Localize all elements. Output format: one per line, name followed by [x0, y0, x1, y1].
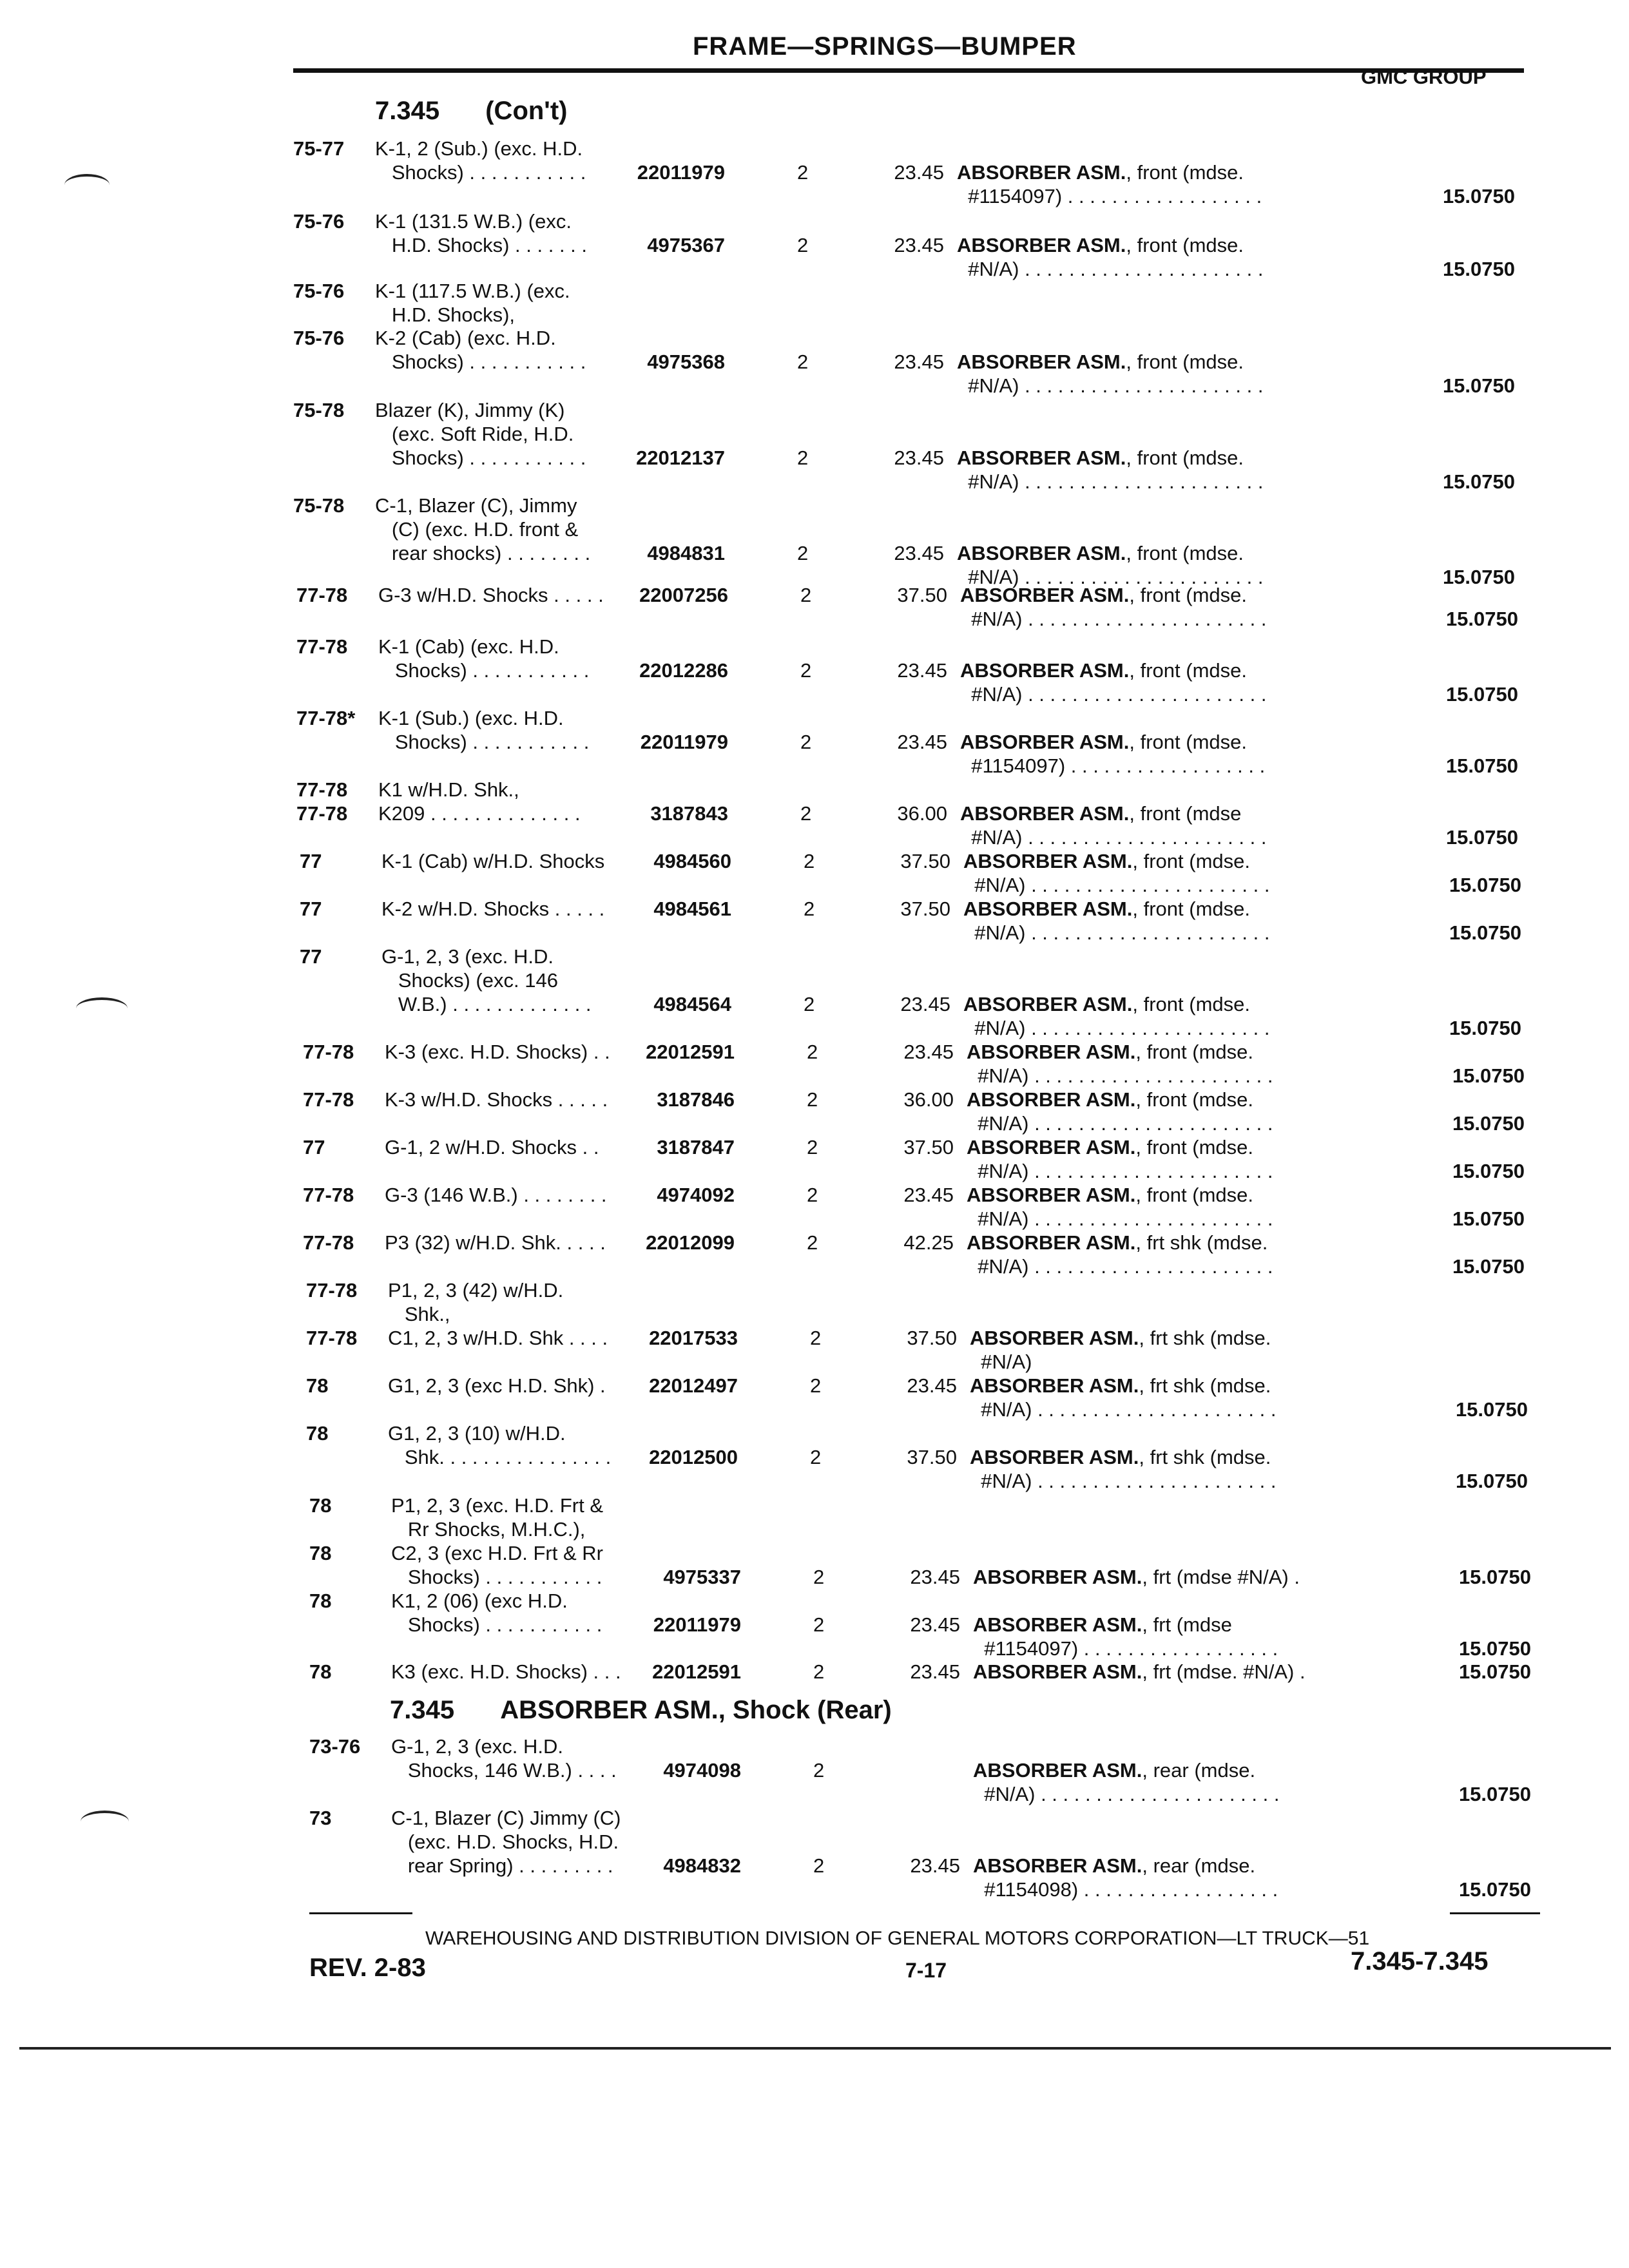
- price: 36.00: [903, 1088, 954, 1111]
- price: 23.45: [894, 351, 944, 373]
- price-code: 15.0750: [1442, 258, 1515, 280]
- vehicle-description: G-3 w/H.D. Shocks . . . . .: [378, 584, 604, 606]
- price-code: 15.0750: [1449, 921, 1521, 944]
- quantity: 2: [813, 1566, 825, 1588]
- section-number: 7.345: [390, 1696, 455, 1724]
- part-number: 4975337: [663, 1566, 741, 1588]
- item-detail: , front (mdse. #1154097) . . . . . . . . . . . . . . . . . .: [968, 161, 1262, 207]
- part-number: 4975368: [647, 351, 725, 373]
- footer-rule-right: [1450, 1912, 1540, 1914]
- item-detail: , frt shk (mdse. #N/A): [981, 1327, 1271, 1373]
- item-description: [957, 233, 1421, 281]
- vehicle-description: K-1 (Sub.) (exc. H.D. Shocks) . . . . . . . . . . .: [378, 707, 590, 753]
- item-name: ABSORBER ASM.: [960, 659, 1130, 682]
- price: 37.50: [897, 584, 947, 606]
- item-name: ABSORBER ASM.: [970, 1446, 1139, 1468]
- vehicle-description: G-3 (146 W.B.) . . . . . . . .: [385, 1184, 607, 1206]
- part-number: 22012500: [649, 1446, 738, 1468]
- year-range: 75-76: [293, 210, 345, 233]
- group-label: GMC GROUP: [1361, 66, 1487, 88]
- part-number: 3187846: [657, 1088, 735, 1111]
- year-range: 77-78: [306, 1279, 358, 1302]
- item-name: ABSORBER ASM.: [973, 1854, 1142, 1877]
- vehicle-description: K-1 (117.5 W.B.) (exc. H.D. Shocks),: [375, 280, 570, 326]
- item-name: ABSORBER ASM.: [960, 802, 1130, 825]
- year-range: 77: [300, 850, 322, 872]
- year-range: 77-78: [303, 1184, 354, 1206]
- part-number: 22012099: [646, 1231, 735, 1254]
- item-detail: , front (mdse. #N/A) . . . . . . . . . . . . . . . . . . . . . .: [974, 993, 1270, 1039]
- item-name: ABSORBER ASM.: [970, 1374, 1139, 1397]
- item-name: ABSORBER ASM.: [967, 1088, 1136, 1111]
- item-description: [967, 1088, 1431, 1135]
- vehicle-description: G-1, 2 w/H.D. Shocks . .: [385, 1136, 599, 1158]
- section-number: 7.345: [375, 97, 440, 125]
- item-detail: , front (mdse. #N/A) . . . . . . . . . . . . . . . . . . . . . .: [971, 659, 1267, 706]
- vehicle-description: K-1 (131.5 W.B.) (exc. H.D. Shocks) . . . . . . .: [375, 210, 588, 256]
- year-range: 77-78: [303, 1041, 354, 1063]
- item-description: [973, 1758, 1437, 1806]
- price: 37.50: [907, 1327, 957, 1349]
- quantity: 2: [800, 802, 812, 825]
- year-range: 75-76: [293, 327, 345, 349]
- price: 37.50: [903, 1136, 954, 1158]
- year-range: 75-78: [293, 494, 345, 517]
- year-range: 73-76: [309, 1735, 361, 1758]
- footer-rule-left: [309, 1912, 412, 1914]
- year-range: 77: [303, 1136, 325, 1158]
- item-description: [967, 1040, 1431, 1088]
- item-description: [973, 1613, 1437, 1660]
- item-name: ABSORBER ASM.: [963, 898, 1133, 920]
- part-number: 22012137: [636, 447, 725, 469]
- vehicle-description: K-1 (Cab) w/H.D. Shocks: [381, 850, 605, 872]
- part-number: 4984560: [653, 850, 731, 872]
- item-detail: , front (mdse. #N/A) . . . . . . . . . . . . . . . . . . . . . .: [978, 1041, 1273, 1087]
- part-number: 22007256: [639, 584, 728, 606]
- item-detail: , front (mdse. #N/A) . . . . . . . . . . . . . . . . . . . . . .: [968, 351, 1264, 397]
- item-detail: , front (mdse. #N/A) . . . . . . . . . . . . . . . . . . . . . .: [968, 234, 1264, 280]
- part-number: 22012591: [646, 1041, 735, 1063]
- price: 23.45: [894, 161, 944, 184]
- item-name: ABSORBER ASM.: [960, 731, 1130, 753]
- price-code: 15.0750: [1449, 1017, 1521, 1039]
- item-name: ABSORBER ASM.: [957, 234, 1126, 256]
- price: 36.00: [897, 802, 947, 825]
- quantity: 2: [810, 1446, 822, 1468]
- price-code: 15.0750: [1445, 826, 1518, 849]
- page-number: 7-17: [905, 1959, 947, 1982]
- price: 23.45: [907, 1374, 957, 1397]
- item-name: ABSORBER ASM.: [957, 351, 1126, 373]
- quantity: 2: [797, 351, 809, 373]
- item-detail: , rear (mdse. #1154098) . . . . . . . . . . . . . . . . . .: [984, 1854, 1278, 1901]
- item-name: ABSORBER ASM.: [973, 1759, 1142, 1782]
- quantity: 2: [807, 1041, 818, 1063]
- price-code: 15.0750: [1455, 1470, 1528, 1492]
- vehicle-description: G-1, 2, 3 (exc. H.D. Shocks) (exc. 146 W.B.) . . . . . . . . . . . . .: [381, 945, 592, 1015]
- year-range: 75-78: [293, 399, 345, 421]
- item-description: [960, 583, 1424, 631]
- part-number: 4974092: [657, 1184, 735, 1206]
- part-number: 22011979: [653, 1613, 741, 1636]
- item-name: ABSORBER ASM.: [960, 584, 1130, 606]
- year-range: 77-78: [306, 1327, 358, 1349]
- item-description: [973, 1660, 1437, 1684]
- item-detail: , front (mdse. #N/A) . . . . . . . . . . . . . . . . . . . . . .: [968, 447, 1264, 493]
- price: 42.25: [903, 1231, 954, 1254]
- price-code: 15.0750: [1458, 1566, 1531, 1588]
- vehicle-description: K-2 w/H.D. Shocks . . . . .: [381, 898, 605, 920]
- quantity: 2: [813, 1613, 825, 1636]
- quantity: 2: [804, 993, 815, 1015]
- section-label: (Con't): [485, 97, 568, 125]
- item-description: [963, 992, 1427, 1040]
- price-code: 15.0750: [1458, 1783, 1531, 1805]
- price: 23.45: [897, 659, 947, 682]
- price: 23.45: [910, 1566, 960, 1588]
- item-detail: , front (mdse. #N/A) . . . . . . . . . . . . . . . . . . . . . .: [971, 584, 1267, 630]
- part-number: 4975367: [647, 234, 725, 256]
- item-description: [967, 1135, 1431, 1183]
- part-number: 22011979: [640, 731, 728, 753]
- section-heading-1: [375, 97, 567, 126]
- vehicle-description: G-1, 2, 3 (exc. H.D. Shocks, 146 W.B.) . . . .: [391, 1735, 617, 1782]
- vehicle-description: G1, 2, 3 (exc H.D. Shk) .: [388, 1374, 606, 1397]
- part-number: 3187843: [650, 802, 728, 825]
- price-code: 15.0750: [1452, 1207, 1525, 1230]
- vehicle-description: C1, 2, 3 w/H.D. Shk . . . .: [388, 1327, 608, 1349]
- price: 37.50: [900, 898, 950, 920]
- item-description: [967, 1231, 1431, 1278]
- item-description: [973, 1854, 1437, 1901]
- item-description: [973, 1565, 1437, 1589]
- vehicle-description: C-1, Blazer (C) Jimmy (C) (exc. H.D. Shocks, H.D. rear Spring) . . . . . . . . .: [391, 1807, 621, 1877]
- price: 23.45: [897, 731, 947, 753]
- year-range: 78: [306, 1422, 329, 1445]
- price: 23.45: [900, 993, 950, 1015]
- price-code: 15.0750: [1445, 683, 1518, 706]
- part-number: 4974098: [663, 1759, 741, 1782]
- item-name: ABSORBER ASM.: [957, 161, 1126, 184]
- quantity: 2: [807, 1184, 818, 1206]
- price: 23.45: [910, 1854, 960, 1877]
- revision-label: REV. 2-83: [309, 1954, 426, 1982]
- item-detail: , front (mdse. #N/A) . . . . . . . . . . . . . . . . . . . . . .: [968, 542, 1264, 588]
- item-detail: , frt shk (mdse. #N/A) . . . . . . . . . . . . . . . . . . . . . .: [978, 1231, 1273, 1278]
- price-code: 15.0750: [1442, 374, 1515, 397]
- item-description: [970, 1326, 1434, 1374]
- item-detail: , front (mdse. #N/A) . . . . . . . . . . . . . . . . . . . . . .: [974, 850, 1270, 896]
- price-code: 15.0750: [1452, 1064, 1525, 1087]
- price: 37.50: [900, 850, 950, 872]
- quantity: 2: [797, 234, 809, 256]
- quantity: 2: [810, 1374, 822, 1397]
- item-detail: , frt (mdse. #N/A) .: [1142, 1660, 1306, 1683]
- year-range: 77-78: [303, 1088, 354, 1111]
- vehicle-description: K-1, 2 (Sub.) (exc. H.D. Shocks) . . . . . . . . . . .: [375, 137, 586, 184]
- year-range: 78: [309, 1494, 332, 1517]
- item-name: ABSORBER ASM.: [957, 447, 1126, 469]
- price-code: 15.0750: [1445, 608, 1518, 630]
- item-name: ABSORBER ASM.: [967, 1041, 1136, 1063]
- price-code: 15.0750: [1458, 1878, 1531, 1901]
- quantity: 2: [800, 659, 812, 682]
- vehicle-description: Blazer (K), Jimmy (K) (exc. Soft Ride, H.D. Shocks) . . . . . . . . . . .: [375, 399, 586, 469]
- price-code: 15.0750: [1452, 1255, 1525, 1278]
- quantity: 2: [813, 1854, 825, 1877]
- item-description: [957, 446, 1421, 494]
- year-range: 78: [309, 1590, 332, 1612]
- item-name: ABSORBER ASM.: [967, 1231, 1136, 1254]
- section-range: 7.345-7.345: [1351, 1947, 1489, 1975]
- year-range: 77-78: [296, 635, 348, 658]
- price: 23.45: [903, 1041, 954, 1063]
- vehicle-description: K-2 (Cab) (exc. H.D. Shocks) . . . . . . . . . . .: [375, 327, 586, 373]
- vehicle-description: P1, 2, 3 (42) w/H.D. Shk.,: [388, 1279, 564, 1325]
- year-range: 77-78: [303, 1231, 354, 1254]
- item-detail: , frt shk (mdse. #N/A) . . . . . . . . . . . . . . . . . . . . . .: [981, 1446, 1277, 1492]
- year-range: 77: [300, 945, 322, 968]
- year-range: 77-78*: [296, 707, 356, 729]
- item-detail: , front (mdse. #N/A) . . . . . . . . . . . . . . . . . . . . . .: [978, 1088, 1273, 1135]
- part-number: 22011979: [637, 161, 725, 184]
- item-name: ABSORBER ASM.: [957, 542, 1126, 564]
- price: 23.45: [894, 542, 944, 564]
- quantity: 2: [810, 1327, 822, 1349]
- year-range: 77: [300, 898, 322, 920]
- page-bottom-rule: [19, 2047, 1611, 2050]
- vehicle-description: P3 (32) w/H.D. Shk. . . . .: [385, 1231, 606, 1254]
- quantity: 2: [800, 731, 812, 753]
- item-description: [960, 802, 1424, 849]
- item-detail: , front (mdse. #N/A) . . . . . . . . . . . . . . . . . . . . . .: [974, 898, 1270, 944]
- price: 23.45: [894, 234, 944, 256]
- section-heading-2: [390, 1696, 892, 1725]
- vehicle-description: K1 w/H.D. Shk., K209 . . . . . . . . . . . . . .: [378, 778, 581, 825]
- year-range: 78: [309, 1542, 332, 1564]
- quantity: 2: [813, 1660, 825, 1683]
- price-code: 15.0750: [1452, 1112, 1525, 1135]
- price: 23.45: [894, 447, 944, 469]
- item-description: [963, 849, 1427, 897]
- vehicle-description: K-3 w/H.D. Shocks . . . . .: [385, 1088, 608, 1111]
- vehicle-description: K-1 (Cab) (exc. H.D. Shocks) . . . . . . . . . . .: [378, 635, 590, 682]
- price-code: 15.0750: [1458, 1660, 1531, 1683]
- item-description: [957, 160, 1421, 208]
- item-description: [957, 350, 1421, 398]
- year-range: 77-78: [296, 584, 348, 606]
- part-number: 22012497: [649, 1374, 738, 1397]
- footer-text: WAREHOUSING AND DISTRIBUTION DIVISION OF GENERAL MOTORS CORPORATION—LT TRUCK—51: [425, 1928, 1370, 1949]
- item-name: ABSORBER ASM.: [973, 1660, 1142, 1683]
- vehicle-description: K1, 2 (06) (exc H.D. Shocks) . . . . . . . . . . .: [391, 1590, 602, 1636]
- price-code: 15.0750: [1449, 874, 1521, 896]
- page-title: FRAME—SPRINGS—BUMPER: [693, 32, 1077, 61]
- binding-mark: [76, 997, 128, 1019]
- item-name: ABSORBER ASM.: [973, 1613, 1142, 1636]
- item-name: ABSORBER ASM.: [963, 993, 1133, 1015]
- item-description: [960, 730, 1424, 778]
- quantity: 2: [800, 584, 812, 606]
- item-name: ABSORBER ASM.: [963, 850, 1133, 872]
- item-detail: , front (mdse. #N/A) . . . . . . . . . . . . . . . . . . . . . .: [978, 1184, 1273, 1230]
- item-description: [970, 1374, 1434, 1421]
- item-description: [960, 658, 1424, 706]
- item-description: [963, 897, 1427, 945]
- quantity: 2: [807, 1231, 818, 1254]
- part-number: 22012591: [652, 1660, 741, 1683]
- part-number: 22017533: [649, 1327, 738, 1349]
- item-detail: , front (mdse. #1154097) . . . . . . . . . . . . . . . . . .: [971, 731, 1266, 777]
- part-number: 4984564: [653, 993, 731, 1015]
- quantity: 2: [807, 1136, 818, 1158]
- item-description: [967, 1183, 1431, 1231]
- price-code: 15.0750: [1445, 754, 1518, 777]
- price-code: 15.0750: [1442, 185, 1515, 207]
- item-name: ABSORBER ASM.: [973, 1566, 1142, 1588]
- quantity: 2: [797, 447, 809, 469]
- binding-mark: [64, 174, 110, 196]
- year-range: 75-76: [293, 280, 345, 302]
- quantity: 2: [804, 898, 815, 920]
- price-code: 15.0750: [1442, 470, 1515, 493]
- year-range: 73: [309, 1807, 332, 1829]
- vehicle-description: G1, 2, 3 (10) w/H.D. Shk. . . . . . . . . . . . . . . .: [388, 1422, 612, 1468]
- item-detail: , front (mdse #N/A) . . . . . . . . . . . . . . . . . . . . . .: [971, 802, 1267, 849]
- vehicle-description: K-3 (exc. H.D. Shocks) . .: [385, 1041, 610, 1063]
- year-range: 78: [306, 1374, 329, 1397]
- quantity: 2: [804, 850, 815, 872]
- year-range: 78: [309, 1660, 332, 1683]
- part-number: 4984561: [653, 898, 731, 920]
- vehicle-description: P1, 2, 3 (exc. H.D. Frt & Rr Shocks, M.H.C.),: [391, 1494, 604, 1541]
- price: 23.45: [910, 1613, 960, 1636]
- item-detail: , frt (mdse #1154097) . . . . . . . . . . . . . . . . . .: [984, 1613, 1278, 1660]
- year-range: 77-78 77-78: [296, 778, 348, 825]
- item-name: ABSORBER ASM.: [967, 1136, 1136, 1158]
- vehicle-description: C-1, Blazer (C), Jimmy (C) (exc. H.D. front & rear shocks) . . . . . . . .: [375, 494, 591, 564]
- year-range: 75-77: [293, 137, 345, 160]
- item-name: ABSORBER ASM.: [970, 1327, 1139, 1349]
- header-rule: [293, 68, 1524, 73]
- section-label: ABSORBER ASM., Shock (Rear): [500, 1696, 892, 1724]
- price: 37.50: [907, 1446, 957, 1468]
- item-detail: , front (mdse. #N/A) . . . . . . . . . . . . . . . . . . . . . .: [978, 1136, 1273, 1182]
- price-code: 15.0750: [1452, 1160, 1525, 1182]
- price: 23.45: [910, 1660, 960, 1683]
- item-name: ABSORBER ASM.: [967, 1184, 1136, 1206]
- quantity: 2: [807, 1088, 818, 1111]
- quantity: 2: [797, 161, 809, 184]
- price-code: 15.0750: [1458, 1637, 1531, 1660]
- part-number: 22012286: [639, 659, 728, 682]
- price: 23.45: [903, 1184, 954, 1206]
- vehicle-description: K3 (exc. H.D. Shocks) . . .: [391, 1660, 621, 1683]
- quantity: 2: [797, 542, 809, 564]
- part-number: 3187847: [657, 1136, 735, 1158]
- part-number: 4984832: [663, 1854, 741, 1877]
- price-code: 15.0750: [1442, 566, 1515, 588]
- item-description: [957, 541, 1421, 589]
- price-code: 15.0750: [1455, 1398, 1528, 1421]
- binding-mark: [81, 1811, 129, 1832]
- part-number: 4984831: [647, 542, 725, 564]
- item-detail: , frt (mdse #N/A) .: [1142, 1566, 1300, 1588]
- item-detail: , rear (mdse. #N/A) . . . . . . . . . . . . . . . . . . . . . .: [984, 1759, 1280, 1805]
- item-description: [970, 1445, 1434, 1493]
- vehicle-description: C2, 3 (exc H.D. Frt & Rr Shocks) . . . . . . . . . . .: [391, 1542, 603, 1588]
- item-detail: , frt shk (mdse. #N/A) . . . . . . . . . . . . . . . . . . . . . .: [981, 1374, 1277, 1421]
- quantity: 2: [813, 1759, 825, 1782]
